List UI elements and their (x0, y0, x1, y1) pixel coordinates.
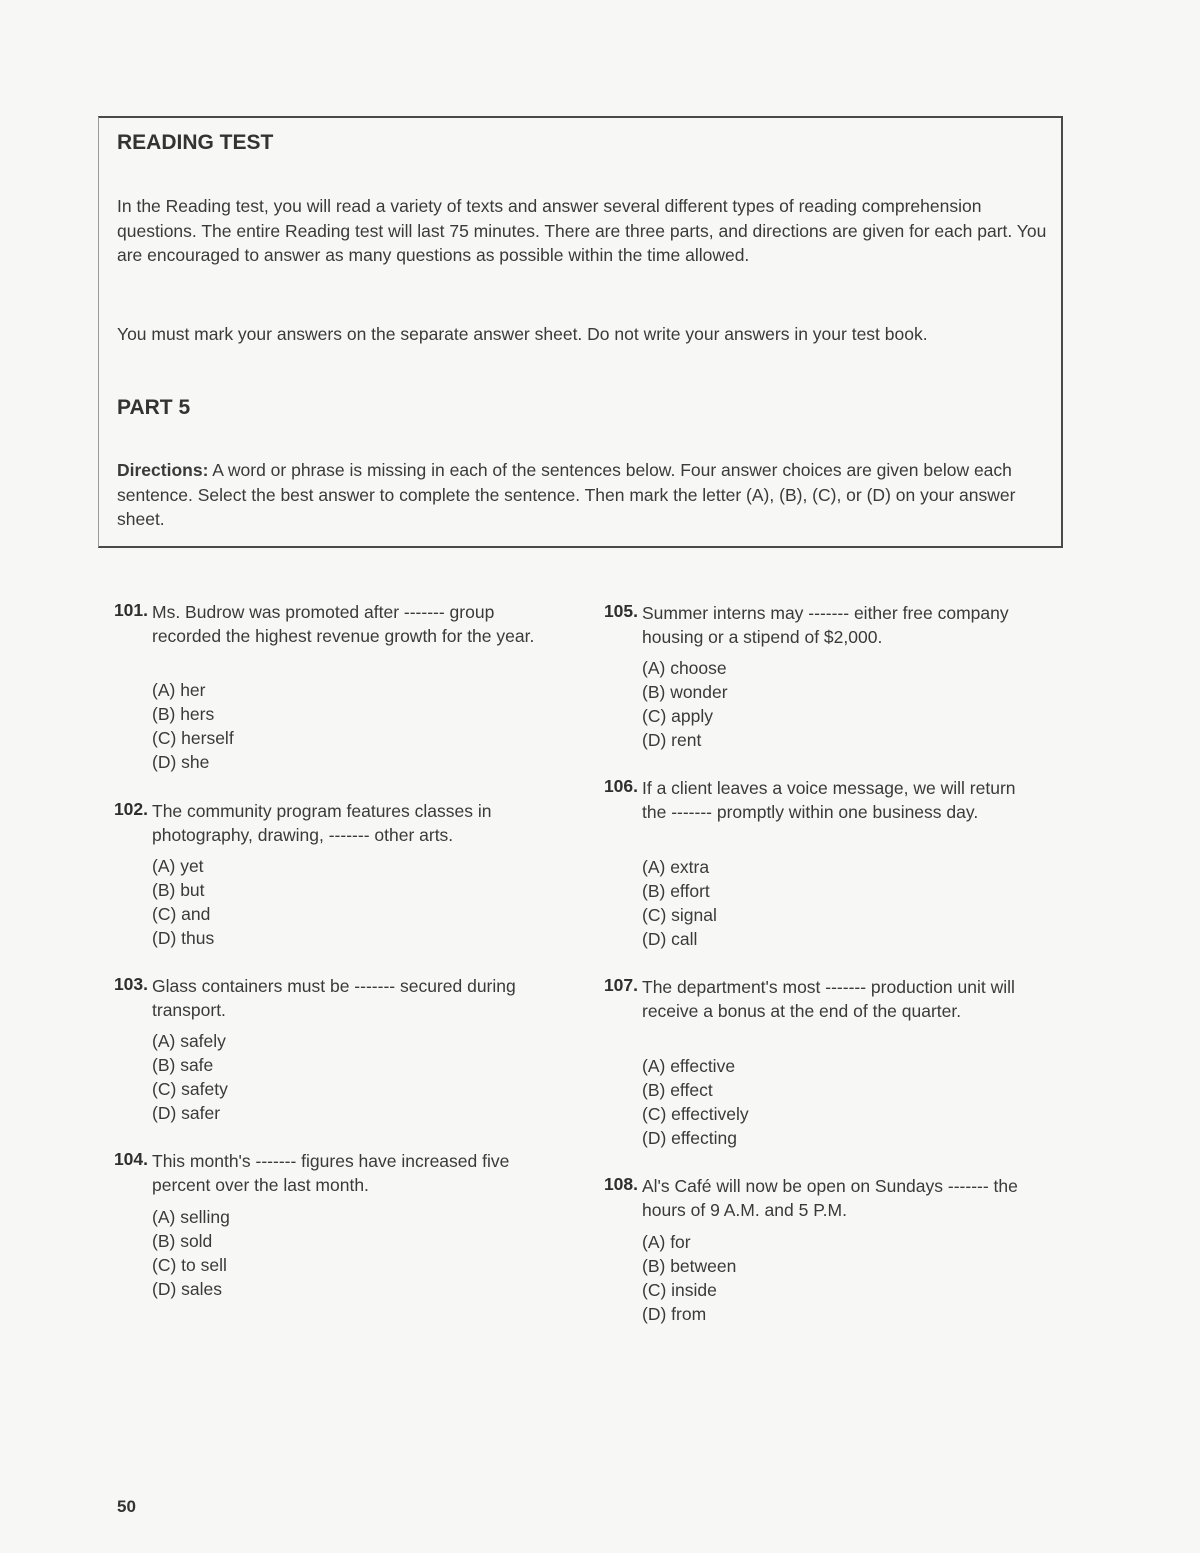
question-number: 107. (603, 975, 638, 995)
option-c: (C) effectively (642, 1104, 749, 1124)
option-c: (C) inside (642, 1280, 717, 1300)
directions (117, 458, 1052, 532)
option-a: (A) her (152, 680, 206, 700)
question-number: 102. (113, 799, 148, 819)
option-b: (B) effort (642, 881, 710, 901)
option-d: (D) rent (642, 730, 702, 750)
question-text: The community program features classes in photography, drawing, ------- other arts. (152, 801, 492, 845)
question-number: 105. (603, 601, 638, 621)
directions-label: Directions: (117, 460, 209, 480)
answer-sheet-note: You must mark your answers on the separate answer sheet. Do not write your answers in your test book. (117, 324, 928, 344)
option-a: (A) effective (642, 1056, 736, 1076)
option-d: (D) sales (152, 1279, 223, 1299)
question-number: 103. (113, 974, 148, 994)
option-b: (B) between (642, 1256, 737, 1276)
option-c: (C) safety (152, 1079, 228, 1099)
option-a: (A) for (642, 1232, 691, 1252)
question-text: The department's most ------- production unit will receive a bonus at the end of the quarter. (642, 977, 1015, 1021)
option-b: (B) safe (152, 1055, 214, 1075)
answer-options (152, 854, 214, 950)
answer-options (642, 855, 717, 951)
question-text: Ms. Budrow was promoted after ------- group recorded the highest revenue growth for the year. (152, 602, 535, 646)
option-d: (D) thus (152, 928, 215, 948)
question-text: Glass containers must be ------- secured during transport. (152, 976, 516, 1020)
question-text: If a client leaves a voice message, we will return the ------- promptly within one business day. (642, 778, 1016, 822)
question-number: 108. (603, 1174, 638, 1194)
option-a: (A) selling (152, 1207, 230, 1227)
part-title: PART 5 (117, 396, 191, 419)
directions-text: A word or phrase is missing in each of the sentences below. Four answer choices are given below each sentence. Select the best answer to complete the sentence. Then mark the letter (A), (B), (C), or (D) on your answer sheet. (117, 460, 1016, 529)
answer-options (152, 678, 234, 774)
option-d: (D) call (642, 929, 698, 949)
option-c: (C) to sell (152, 1255, 227, 1275)
answer-options (152, 1205, 230, 1301)
page-number: 50 (117, 1497, 136, 1516)
option-c: (C) herself (152, 728, 234, 748)
option-b: (B) but (152, 880, 205, 900)
option-a: (A) extra (642, 857, 710, 877)
question-number: 101. (113, 600, 148, 620)
option-a: (A) yet (152, 856, 204, 876)
option-b: (B) sold (152, 1231, 213, 1251)
answer-options (642, 1230, 736, 1326)
question-number: 104. (113, 1149, 148, 1169)
option-b: (B) hers (152, 704, 215, 724)
option-a: (A) safely (152, 1031, 226, 1051)
option-c: (C) and (152, 904, 211, 924)
option-d: (D) safer (152, 1103, 221, 1123)
answer-options (152, 1029, 228, 1125)
question-text: Summer interns may ------- either free company housing or a stipend of $2,000. (642, 603, 1009, 647)
option-d: (D) she (152, 752, 210, 772)
section-title: READING TEST (117, 131, 274, 154)
option-c: (C) apply (642, 706, 713, 726)
answer-options (642, 1054, 749, 1150)
answer-options (642, 656, 728, 752)
question-text: Al's Café will now be open on Sundays ------- the hours of 9 A.M. and 5 P.M. (642, 1176, 1018, 1220)
option-d: (D) from (642, 1304, 707, 1324)
question-number: 106. (603, 776, 638, 796)
option-a: (A) choose (642, 658, 727, 678)
option-b: (B) wonder (642, 682, 728, 702)
question-text: This month's ------- figures have increased five percent over the last month. (152, 1151, 510, 1195)
option-b: (B) effect (642, 1080, 713, 1100)
option-c: (C) signal (642, 905, 717, 925)
intro-paragraph: In the Reading test, you will read a variety of texts and answer several different types of reading comprehension questions. The entire Reading test will last 75 minutes. There are three parts, and directions are given for each part. You are encouraged to answer as many questions as possible within the time allowed. (117, 196, 1047, 265)
option-d: (D) effecting (642, 1128, 737, 1148)
